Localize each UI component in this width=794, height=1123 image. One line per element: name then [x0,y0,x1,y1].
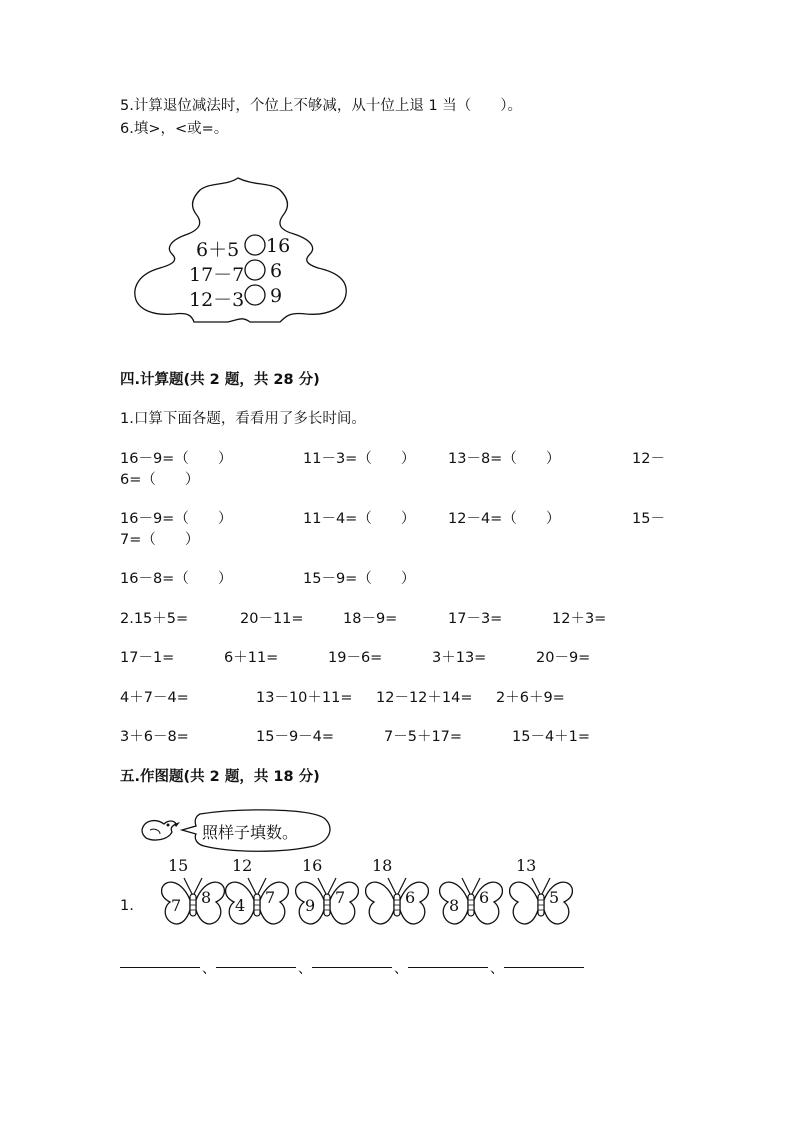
calc-item: 7－5＋17= [384,729,463,745]
butterfly-right-number: 8 [201,888,212,907]
calc-item: 20－9= [536,650,591,666]
butterfly [160,856,226,930]
butterfly [364,856,430,930]
butterfly-left-number: 9 [305,896,316,915]
calc-item: 6＋11= [224,650,279,666]
butterfly-right-number: 5 [549,888,560,907]
calc-item: 19－6= [328,650,383,666]
butterfly-top-number: 12 [232,856,253,875]
tree-row-3-left: 12－3 [189,289,245,311]
tree-row-1-left: 6＋5 [196,239,240,261]
answer-blank[interactable] [408,967,488,968]
butterfly-right-number: 6 [405,888,416,907]
calc-item: 15－4＋1= [512,729,591,745]
calc-item-wrap: 7=（ ） [120,532,200,548]
calc-item: 13－8=（ ） [448,451,561,467]
butterfly-left-number: 4 [235,896,246,915]
calc-item: 11－3=（ ） [303,451,416,467]
calc-item: 12＋3= [552,611,607,627]
calc-item: 15－9－4= [256,729,335,745]
section-5-title: 五.作图题(共 2 题，共 18 分) [120,769,320,785]
section-4-title: 四.计算题(共 2 题，共 28 分) [120,372,320,388]
answer-blank[interactable] [216,967,296,968]
butterfly-top-number: 13 [516,856,537,875]
tree-row-1-right: 16 [266,235,291,257]
compare-circle[interactable] [245,235,265,255]
answer-blank[interactable] [312,967,392,968]
calc-item: 2.15＋5= [120,611,189,627]
answer-blank[interactable] [120,967,200,968]
calc-item: 18－9= [343,611,398,627]
calc-item: 15－ [632,511,665,527]
butterfly-right-number: 6 [479,888,490,907]
bubble-text: 照样子填数。 [202,823,299,842]
calc-item: 20－11= [240,611,304,627]
bird-icon [142,821,180,840]
compare-circle[interactable] [245,285,265,305]
separator: 、 [298,961,312,977]
calc-item: 4＋7－4= [120,690,189,706]
calc-item: 12－12＋14= [376,690,473,706]
answer-blank[interactable] [504,967,584,968]
butterfly-right-number: 7 [265,888,276,907]
compare-circle[interactable] [245,260,265,280]
separator: 、 [490,961,504,977]
question-6: 6.填>，<或=。 [120,121,229,137]
calc-item: 17－1= [120,650,175,666]
calc-item: 11－4=（ ） [303,511,416,527]
calc-item: 15－9=（ ） [303,571,416,587]
tree-row-3-right: 9 [270,285,283,307]
butterfly-right-number: 7 [335,888,346,907]
separator: 、 [394,961,408,977]
butterfly [508,856,574,930]
butterfly-top-number: 16 [302,856,323,875]
butterfly-icon [438,860,504,930]
calc-item: 12－ [632,451,665,467]
calc-item: 16－9=（ ） [120,451,233,467]
calc-item-wrap: 6=（ ） [120,472,200,488]
butterfly-left-number: 8 [449,896,460,915]
calc-item: 17－3= [448,611,503,627]
calc-item: 2＋6＋9= [496,690,565,706]
calc-item: 3＋13= [432,650,487,666]
tree-row-2-left: 17－7 [189,264,245,286]
calc-item: 3＋6－8= [120,729,189,745]
butterfly [224,856,290,930]
separator: 、 [202,961,216,977]
butterfly-left-number: 7 [171,896,182,915]
butterfly [438,860,504,930]
calc-item: 16－8=（ ） [120,571,233,587]
butterfly-top-number: 15 [168,856,189,875]
question-5: 5.计算退位减法时，个位上不够减，从十位上退 1 当（ ）。 [120,98,523,114]
calc-item: 13－10＋11= [256,690,353,706]
butterfly [294,856,360,930]
section-5-q1-number: 1. [120,898,134,914]
tree-row-2-right: 6 [270,260,283,282]
calc-item: 12－4=（ ） [448,511,561,527]
butterfly-top-number: 18 [372,856,393,875]
calc-item: 16－9=（ ） [120,511,233,527]
section-4-q1-prompt: 1.口算下面各题，看看用了多长时间。 [120,411,366,427]
